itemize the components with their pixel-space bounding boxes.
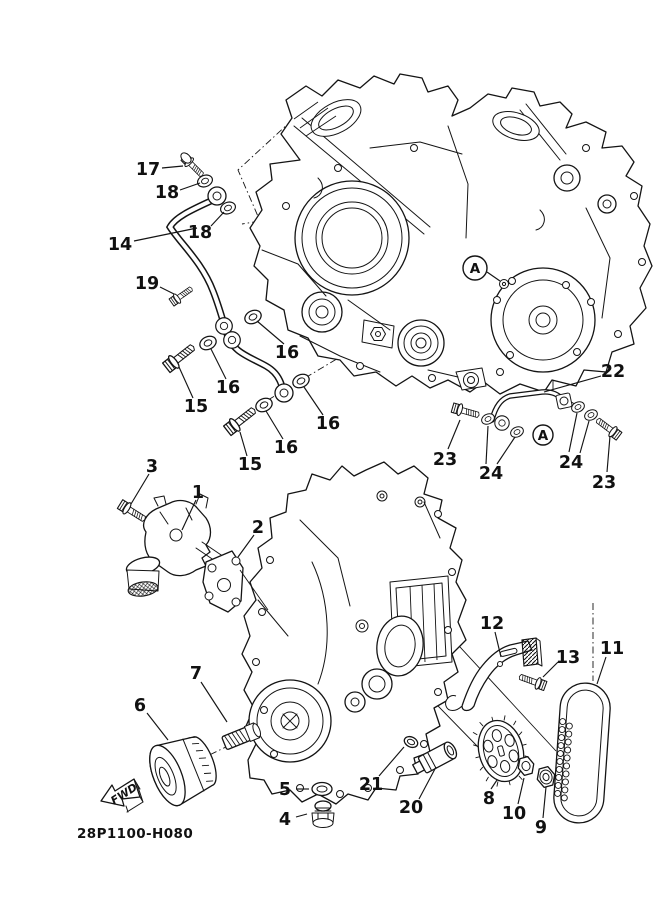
callout-17-0: 17	[135, 160, 161, 180]
leader-line-15	[240, 432, 247, 456]
leader-line-9	[543, 787, 546, 818]
banjo-eye-mid-2	[224, 332, 241, 349]
callout-4-25: 4	[278, 810, 292, 830]
leader-line-18	[211, 212, 224, 226]
drain-washer-5	[312, 783, 332, 796]
callout-10-29: 10	[501, 804, 527, 824]
callout-11-21: 11	[599, 639, 625, 659]
drain-plug-4	[312, 801, 334, 828]
callout-19-4: 19	[134, 274, 160, 294]
bolt-23a	[451, 402, 481, 421]
callout-5-24: 5	[278, 780, 292, 800]
leader-line-16	[266, 411, 283, 439]
oil-filter-6	[142, 728, 223, 811]
view-marker-label-1: A	[537, 428, 549, 444]
callout-3-11: 3	[145, 457, 159, 477]
callout-20-27: 20	[398, 798, 424, 818]
callout-1-12: 1	[191, 483, 205, 503]
leader-line-16	[257, 321, 284, 344]
leader-line-24	[497, 437, 515, 464]
callout-23-18: 23	[591, 473, 617, 493]
washer-16c	[291, 372, 312, 391]
part-code: 28P1100-H080	[77, 826, 194, 842]
bolt-23b	[593, 415, 622, 441]
view-marker-label-0: A	[469, 261, 481, 277]
banjo-eye-bottom	[275, 384, 293, 402]
pipe22-eye-left	[495, 416, 509, 430]
bolt-15b	[223, 404, 260, 437]
banjo-eye-top	[208, 187, 226, 205]
callout-23-15: 23	[432, 450, 458, 470]
pipe22-fitting-right	[560, 397, 568, 405]
callout-8-28: 8	[482, 789, 496, 809]
callout-16-8: 16	[315, 414, 341, 434]
washer-16b	[198, 334, 219, 353]
callout-21-26: 21	[358, 775, 384, 795]
callout-24-16: 24	[478, 464, 504, 484]
callout-24-17: 24	[558, 453, 584, 473]
callout-7-22: 7	[189, 664, 203, 684]
callout-14-3: 14	[107, 235, 133, 255]
leader-line-2	[238, 535, 254, 557]
washer-24c	[570, 400, 586, 415]
callout-16-5: 16	[274, 343, 300, 363]
bracket-12	[446, 638, 542, 711]
leader-line-18	[180, 183, 200, 190]
bolt-19	[168, 284, 195, 307]
callout-13-20: 13	[555, 648, 581, 668]
callout-16-9: 16	[273, 438, 299, 458]
oil-pump-assembly	[117, 494, 268, 612]
banjo-bolt-17	[179, 151, 207, 180]
leader-line-10	[518, 778, 524, 804]
callout-15-7: 15	[183, 397, 209, 417]
leader-line-15	[179, 367, 193, 398]
chain-11	[552, 681, 612, 824]
leader-line-19	[160, 287, 174, 294]
fwd-arrow	[101, 779, 143, 812]
upper-engine-assembly	[250, 74, 652, 394]
callout-6-23: 6	[133, 696, 147, 716]
leader-line-16	[304, 387, 323, 415]
callout-12-19: 12	[479, 614, 505, 634]
callout-15-10: 15	[237, 455, 263, 475]
washer-24b	[509, 425, 525, 440]
callout-2-13: 2	[251, 518, 265, 538]
callout-22-14: 22	[600, 362, 626, 382]
fwd-label: FWD	[108, 780, 140, 808]
callout-18-2: 18	[187, 223, 213, 243]
leader-line-8	[491, 780, 497, 789]
callout-9-30: 9	[534, 818, 548, 838]
sprocket-8	[467, 710, 535, 791]
leader-line-24	[569, 413, 577, 452]
leader-line-16	[211, 349, 226, 379]
nut-9	[535, 765, 557, 788]
callout-18-1: 18	[154, 183, 180, 203]
leader-line-23	[607, 436, 610, 472]
leader-line-11	[597, 657, 606, 684]
leader-line-23	[448, 420, 460, 449]
callout-16-6: 16	[215, 378, 241, 398]
leader-line-24	[486, 426, 488, 464]
leader-line-6	[147, 713, 168, 740]
leader-line-4	[296, 814, 307, 817]
bolt-13	[517, 671, 547, 692]
leader-line-24	[580, 421, 589, 453]
leader-line-3	[131, 474, 149, 504]
leader-line-17	[162, 166, 183, 168]
leader-line-7	[201, 682, 227, 722]
